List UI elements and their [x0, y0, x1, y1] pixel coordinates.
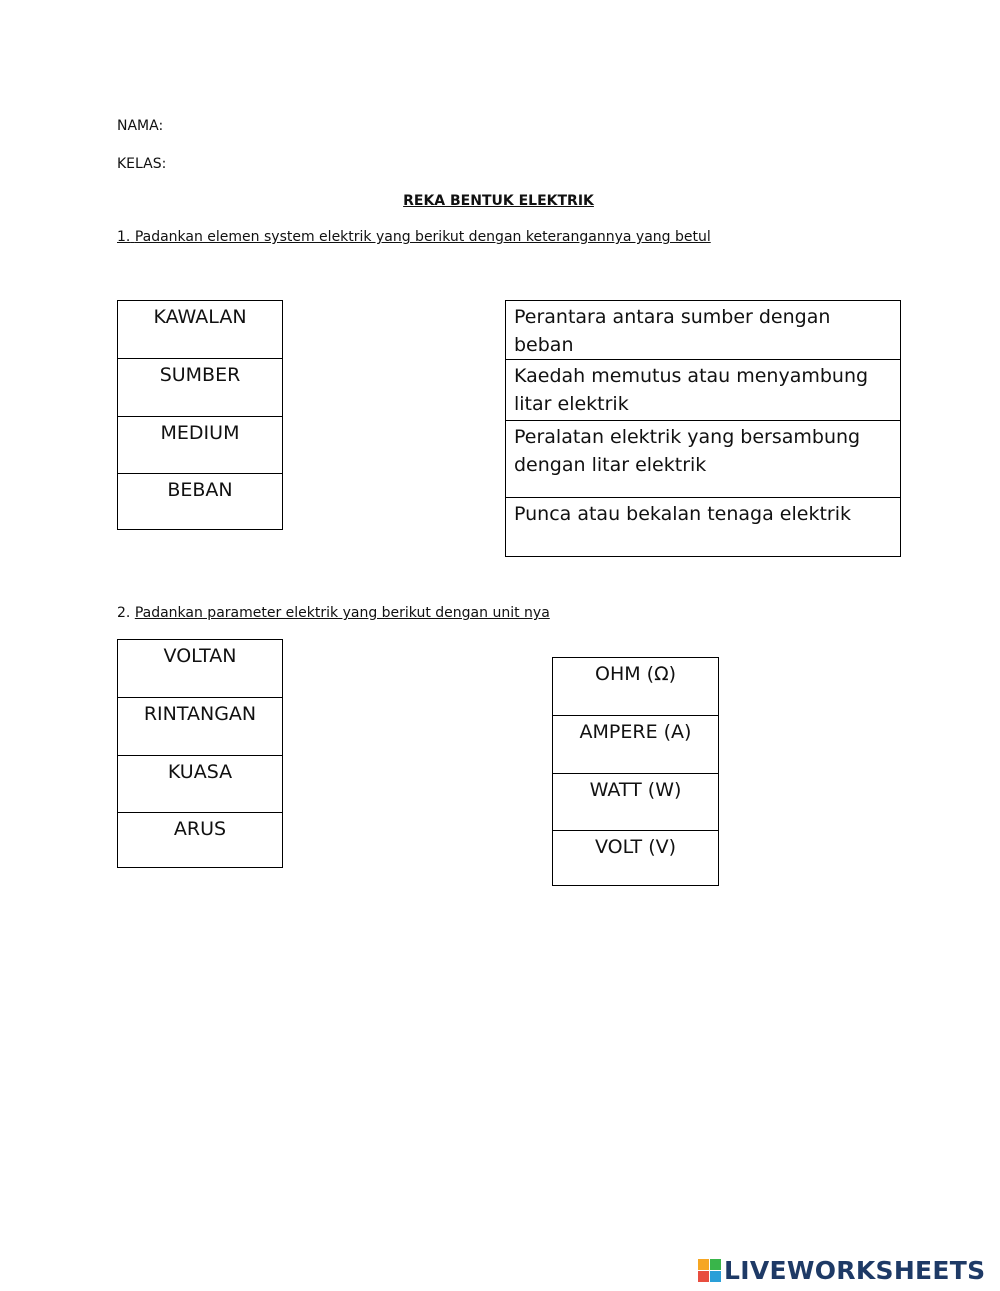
parameter-item[interactable]: VOLTAN	[163, 645, 237, 667]
elements-table	[117, 300, 283, 530]
descriptions-table	[505, 300, 901, 557]
element-item[interactable]: SUMBER	[118, 358, 282, 416]
description-item[interactable]: Punca atau bekalan tenaga elektrik	[506, 497, 900, 556]
instruction-1	[117, 229, 711, 245]
instruction-2-number: 2.	[117, 605, 131, 621]
instruction-2	[117, 605, 550, 621]
element-item[interactable]: KAWALAN	[153, 306, 247, 328]
instruction-2-text: Padankan parameter elektrik yang berikut dengan unit nya	[134, 605, 550, 621]
units-table	[552, 657, 719, 886]
logo-text: LIVEWORKSHEETS	[724, 1255, 986, 1285]
unit-item[interactable]: OHM (Ω)	[594, 663, 677, 685]
parameters-table	[117, 639, 283, 868]
class-label: KELAS:	[117, 156, 167, 172]
unit-item[interactable]: WATT (W)	[553, 773, 718, 830]
name-label: NAMA:	[117, 118, 164, 134]
unit-item[interactable]: VOLT (V)	[553, 830, 718, 885]
parameter-item[interactable]: RINTANGAN	[118, 697, 282, 755]
page-title: REKA BENTUK ELEKTRIK	[403, 193, 594, 209]
parameter-item[interactable]: KUASA	[118, 755, 282, 812]
parameter-item[interactable]: ARUS	[118, 812, 282, 867]
element-item[interactable]: MEDIUM	[118, 416, 282, 473]
unit-item[interactable]: AMPERE (A)	[553, 715, 718, 773]
instruction-1-text: Padankan elemen system elektrik yang berikut dengan keterangannya yang betul	[134, 229, 711, 245]
description-item[interactable]: Kaedah memutus atau menyambung litar elektrik	[506, 359, 900, 420]
instruction-1-number: 1.	[117, 229, 131, 245]
description-item[interactable]: Perantara antara sumber dengan beban	[514, 306, 831, 356]
element-item[interactable]: BEBAN	[118, 473, 282, 529]
description-item[interactable]: Peralatan elektrik yang bersambung dengan litar elektrik	[506, 420, 900, 497]
logo-mark-icon	[698, 1259, 721, 1282]
liveworksheets-logo	[698, 1254, 985, 1286]
